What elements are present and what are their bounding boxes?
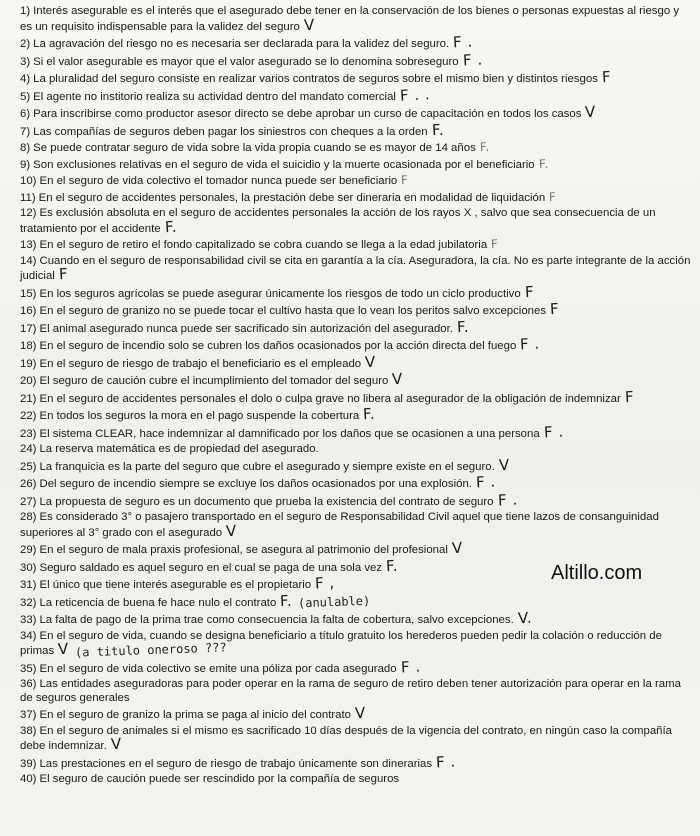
question-number: 38) [20, 724, 37, 737]
question-26 [0, 472, 700, 493]
question-text: En el seguro de animales si el mismo es sacrificado 10 días después de la vigencia del contrato, en ningún caso la compañía debe indemnizar. [20, 724, 673, 752]
question-text: La falta de pago de la prima trae como consecuencia la falta de cobertura, salvo excepciones. [39, 614, 514, 626]
answer-mark: F. [431, 120, 445, 139]
question-number: 35) [20, 662, 37, 675]
question-33 [0, 608, 700, 629]
answer-mark: F . [435, 751, 457, 772]
question-number: 2) [20, 38, 31, 50]
question-18 [0, 334, 700, 355]
question-text: El agente no institorio realiza su actividad dentro del mandato comercial [33, 90, 396, 103]
question-14 [0, 254, 700, 285]
question-text: En el seguro de granizo no se puede tocar el cultivo hasta que lo vean los peritos salvo excepciones [39, 305, 547, 317]
answer-mark: V [354, 703, 367, 723]
question-number: 24) [20, 443, 37, 455]
question-number: 30) [20, 561, 37, 574]
answer-mark: F [58, 264, 69, 284]
question-number: 25) [20, 460, 37, 473]
answer-mark: F . [452, 32, 474, 52]
question-15 [0, 282, 700, 303]
question-6 [0, 102, 700, 123]
answer-mark: F. [164, 217, 178, 236]
question-number: 39) [20, 757, 37, 770]
question-number: 16) [20, 305, 37, 317]
question-number: 21) [20, 392, 37, 405]
answer-mark: V [303, 15, 316, 34]
answer-mark: F. [479, 139, 490, 155]
question-number: 19) [20, 357, 37, 370]
handwritten-note: (a titulo oneroso ??? [74, 640, 227, 660]
question-20 [0, 369, 700, 390]
question-text: Es considerado 3° o pasajero transportado en el seguro de Responsabilidad Civil aquel que tiene lazos de consanguinidad superiores al 3° grado con el asegurado [20, 511, 659, 539]
answer-mark: V [391, 369, 404, 389]
question-22 [0, 404, 700, 425]
question-text: La agravación del riesgo no es necesaria ser declarada para la validez del seguro. [33, 38, 450, 50]
answer-mark: V [584, 102, 597, 122]
question-36 [0, 677, 700, 706]
question-text: Las compañías de seguros deben pagar los siniestros con cheques a la orden [33, 125, 428, 138]
question-number: 13) [20, 239, 37, 251]
site-watermark: Altillo.com [551, 562, 643, 584]
question-4 [0, 67, 700, 88]
question-number: 5) [20, 90, 31, 103]
answer-mark: V [110, 734, 122, 754]
answer-mark: F . [475, 472, 497, 492]
question-text: En el seguro de accidentes personales, la prestación debe ser dineraria en modalidad de liquidación [38, 191, 546, 204]
question-text: El seguro de caución cubre el incumplimiento del tomador del seguro [39, 375, 389, 387]
question-8 [0, 140, 700, 157]
answer-mark: F . [543, 421, 564, 442]
question-text: La reticencia de buena fe hace nulo el contrato [39, 596, 277, 609]
question-1 [0, 4, 700, 35]
question-text: El único que tiene interés asegurable es el propietario [39, 579, 312, 591]
question-10 [0, 173, 700, 190]
question-text: Para inscribirse como productor asesor directo se debe aprobar un curso de capacitación en todos los casos [33, 108, 582, 120]
answer-mark: V [57, 639, 70, 659]
question-number: 15) [20, 287, 37, 300]
question-11 [0, 190, 700, 207]
question-number: 8) [20, 142, 31, 154]
question-3 [0, 49, 700, 71]
question-number: 37) [20, 709, 37, 721]
answer-mark: F. [385, 556, 399, 575]
question-text: En el seguro de accidentes personales el dolo o culpa grave no libera al asegurador de la obligación de indemnizar [39, 392, 621, 405]
question-13 [0, 237, 700, 254]
question-text: Se puede contratar seguro de vida sobre la vida propia cuando se es mayor de 14 años [33, 142, 476, 154]
question-28 [0, 510, 700, 541]
question-text: El sistema CLEAR, hace indemnizar al damnificado por los daños que se ocasionen a una persona [39, 427, 540, 440]
answer-mark: V. [517, 608, 533, 628]
question-24 [0, 442, 700, 458]
question-number: 23) [20, 427, 37, 440]
question-list [0, 4, 700, 788]
question-37 [0, 703, 700, 724]
answer-mark: V [225, 521, 238, 540]
answer-mark: F . [519, 334, 541, 354]
question-35 [0, 656, 700, 678]
question-text: En el seguro de incendio solo se cubren los daños ocasionados por la acción directa del fuego [39, 340, 517, 352]
question-number: 28) [20, 511, 37, 523]
answer-mark: F [549, 299, 560, 319]
question-number: 31) [20, 579, 37, 591]
question-34 [0, 629, 700, 660]
question-number: 3) [20, 55, 31, 68]
question-text: Son exclusiones relativas en el seguro de vida el suicidio y la muerte ocasionada por el beneficiario [33, 158, 535, 171]
question-27 [0, 489, 700, 511]
question-text: La propuesta de seguro es un documento que prueba la existencia del contrato de seguro [39, 495, 494, 508]
answer-mark: F . . [399, 84, 431, 105]
question-number: 36) [20, 678, 37, 690]
answer-mark: V [451, 538, 464, 558]
answer-mark: F. [279, 591, 293, 610]
question-text: En el seguro de mala praxis profesional, se asegura al patrimonio del profesional [39, 544, 448, 556]
question-29 [0, 538, 700, 559]
question-text: El seguro de caución puede ser rescindido por la compañía de seguros [39, 773, 400, 785]
question-number: 11) [20, 191, 36, 204]
question-number: 33) [20, 614, 37, 626]
question-number: 27) [20, 495, 37, 508]
question-17 [0, 317, 700, 338]
question-text: En los seguros agrícolas se puede asegurar únicamente los riesgos de todo un ciclo productivo [39, 287, 521, 300]
question-text: Del seguro de incendio siempre se excluye los daños ocasionados por una explosión. [39, 478, 472, 490]
question-number: 40) [20, 773, 37, 785]
answer-mark: V [364, 352, 377, 371]
question-number: 1) [20, 5, 31, 17]
answer-mark: F. [362, 404, 376, 424]
question-number: 32) [20, 596, 37, 609]
question-12 [0, 206, 700, 237]
question-number: 4) [20, 73, 31, 85]
question-text: La franquicia es la parte del seguro que cubre el asegurado y siempre existe en el seguro. [39, 460, 495, 473]
question-text: En todos los seguros la mora en el pago suspende la cobertura [39, 410, 360, 422]
question-number: 26) [20, 478, 37, 490]
question-text: Seguro saldado es aquel seguro en el cual se paga de una sola vez [39, 561, 383, 574]
question-38 [0, 724, 700, 755]
question-text: El animal asegurado nunca puede ser sacrificado sin autorización del asegurador. [39, 322, 453, 335]
answer-mark: F [490, 236, 499, 252]
question-number: 22) [20, 410, 37, 422]
answer-mark: F . [400, 656, 421, 677]
question-text: En el seguro de granizo la prima se paga al inicio del contrato [39, 709, 351, 721]
answer-mark: F. [538, 156, 549, 171]
question-16 [0, 299, 700, 320]
answer-mark: F . [497, 489, 518, 510]
answer-mark: F. [456, 317, 470, 336]
question-2 [0, 32, 700, 53]
question-number: 14) [20, 254, 37, 267]
answer-mark: F . [462, 49, 483, 70]
question-39 [0, 751, 700, 773]
question-text: Si el valor asegurable es mayor que el valor asegurado se lo denomina sobreseguro [33, 55, 459, 68]
question-text: Interés asegurable es el interés que el asegurado debe tener en la conservación de los bienes o personas expuestas al riesgo y es un requisito indispensable para la validez del seguro [20, 5, 680, 33]
question-text: La pluralidad del seguro consiste en realizar varios contratos de seguros sobre el mismo bien y distintos riesgos [33, 73, 598, 85]
question-9 [0, 157, 700, 174]
answer-mark: F [400, 172, 409, 188]
question-23 [0, 421, 700, 443]
question-number: 6) [20, 108, 31, 120]
answer-mark: F [601, 67, 612, 87]
question-text: En el seguro de vida colectivo se emite una póliza por cada asegurado [39, 662, 397, 675]
question-32 [0, 591, 700, 612]
question-number: 29) [20, 544, 37, 556]
question-text: En el seguro de retiro el fondo capitalizado se cobra cuando se llega a la edad jubilatoria [39, 239, 488, 251]
question-number: 7) [20, 125, 31, 138]
handwritten-note: (anulable) [298, 593, 371, 610]
question-number: 10) [20, 175, 37, 187]
answer-mark: F [624, 387, 635, 406]
question-19 [0, 352, 700, 373]
question-25 [0, 455, 700, 476]
question-number: 18) [20, 340, 37, 352]
question-text: En el seguro de vida colectivo el tomador nunca puede ser beneficiario [39, 175, 398, 187]
question-text: Las entidades aseguradoras para poder operar en la rama de seguro de retiro deben tener autorización para operar en la rama de seguros generales [20, 678, 681, 704]
question-number: 12) [20, 207, 37, 219]
answer-mark: F , [314, 573, 336, 593]
question-text: Es exclusión absoluta en el seguro de accidentes personales la acción de los rayos X , salvo que sea consecuencia de un tratamiento por el accidente [20, 207, 656, 235]
question-7 [0, 120, 700, 141]
question-number: 34) [20, 629, 37, 642]
question-40 [0, 772, 700, 788]
question-text: Las prestaciones en el seguro de riesgo de trabajo únicamente son dinerarias [39, 757, 433, 770]
question-text: La reserva matemática es de propiedad del asegurado. [39, 443, 319, 455]
question-text: En el seguro de vida, cuando se designa beneficiario a título gratuito los herederos pueden pedir la colación o reducción de primas [20, 629, 662, 657]
question-number: 20) [20, 375, 37, 387]
question-21 [0, 387, 700, 408]
question-number: 17) [20, 322, 37, 335]
answer-mark: F [548, 189, 557, 204]
answer-mark: F [524, 282, 535, 301]
question-number: 9) [20, 158, 31, 171]
question-text: Cuando en el seguro de responsabilidad civil se cita en garantía a la cía. Aseguradora, la cía. No es parte integrante de la acción judicial [20, 254, 691, 282]
question-text: En el seguro de riesgo de trabajo el beneficiario es el empleado [39, 357, 362, 370]
answer-mark: V [498, 455, 510, 474]
